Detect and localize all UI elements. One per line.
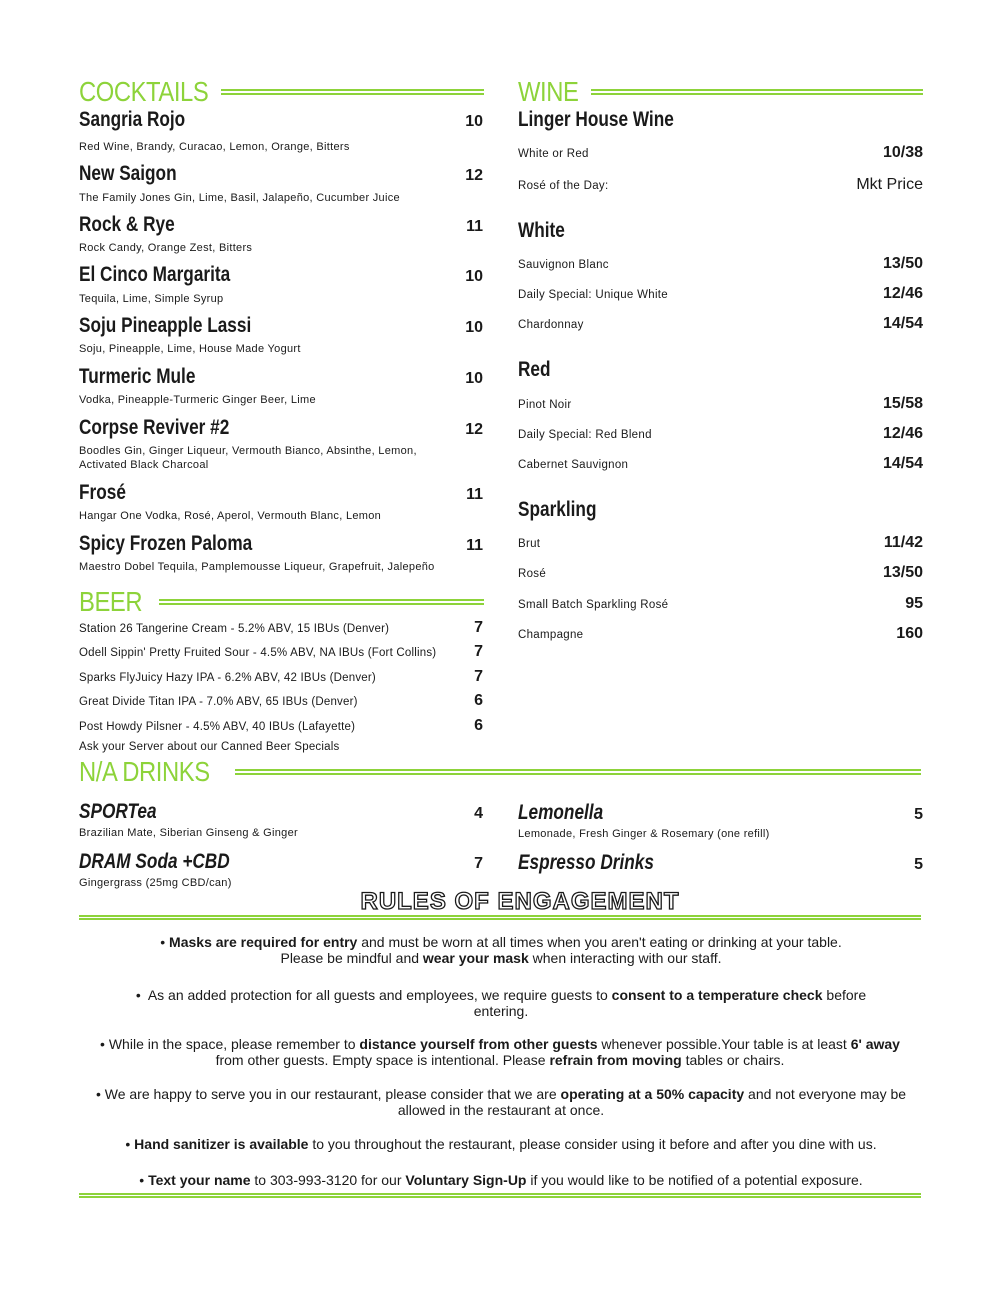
rule-masks: • Masks are required for entry and must be worn at all times when you aren't eating or drinking at your table. Please be mindful and wear your mask when interacting with our staff. bbox=[160, 934, 842, 966]
rule-text: Please be mindful and bbox=[280, 950, 423, 966]
rules-bottom-divider bbox=[79, 1193, 921, 1198]
rule-signup: • Text your name to 303-993-3120 for our Voluntary Sign-Up if you would like to be notified of a potential exposure. bbox=[139, 1172, 863, 1188]
cocktails-divider bbox=[221, 89, 484, 95]
cocktail-price: 12 bbox=[465, 421, 483, 438]
rule-text: and not everyone may be allowed in the restaurant at once. bbox=[397, 1086, 907, 1118]
wine-name: Brut bbox=[518, 538, 541, 550]
beer-item bbox=[79, 692, 483, 710]
cocktail-name: Sangria Rojo bbox=[79, 108, 186, 131]
wine-price: 10/38 bbox=[882, 144, 923, 161]
rule-bold: 6' away bbox=[850, 1036, 900, 1052]
cocktail-item bbox=[79, 416, 483, 440]
rule-distance: • While in the space, please remember to distance yourself from other guests whenever possible.Your table is at least 6' away from other guests. Empty space is intentional. Please refrain from moving tables or chairs. bbox=[100, 1036, 900, 1068]
wine-header bbox=[518, 76, 923, 108]
wine-price: 95 bbox=[905, 595, 923, 612]
wine-name: Rosé of the Day: bbox=[518, 180, 609, 192]
beer-price: 6 bbox=[474, 692, 483, 709]
cocktail-price: 12 bbox=[465, 167, 483, 184]
cocktail-item bbox=[79, 213, 483, 237]
rules-title: RULES OF ENGAGEMENT bbox=[360, 888, 680, 915]
na-price: 5 bbox=[914, 856, 923, 873]
na-item bbox=[79, 850, 483, 874]
wine-item bbox=[518, 315, 923, 333]
cocktail-price: 10 bbox=[465, 113, 483, 130]
rule-text: if you would like to be notified of a potential exposure. bbox=[526, 1172, 863, 1188]
na-desc: Gingergrass (25mg CBD/can) bbox=[79, 877, 232, 889]
rule-bold: Text your name bbox=[148, 1172, 251, 1188]
beer-price: 6 bbox=[474, 717, 483, 734]
wine-price: Mkt Price bbox=[856, 176, 923, 193]
cocktails-header bbox=[79, 76, 484, 108]
wine-item bbox=[518, 144, 923, 162]
cocktail-price: 11 bbox=[466, 218, 483, 235]
cocktail-desc: Vodka, Pineapple-Turmeric Ginger Beer, Lime bbox=[79, 394, 316, 406]
rule-bold: Voluntary Sign-Up bbox=[405, 1172, 527, 1188]
cocktail-name: Frosé bbox=[79, 481, 126, 504]
wine-price: 14/54 bbox=[882, 315, 923, 332]
cocktail-desc: The Family Jones Gin, Lime, Basil, Jalapeño, Cucumber Juice bbox=[79, 192, 400, 204]
beer-name: Odell Sippin' Pretty Fruited Sour - 4.5% ABV, NA IBUs (Fort Collins) bbox=[79, 647, 437, 659]
wine-price: 12/46 bbox=[882, 425, 923, 442]
rule-text: While in the space, please remember to bbox=[108, 1036, 360, 1052]
rule-text: to you throughout the restaurant, please consider using it before and after you dine with us. bbox=[308, 1136, 877, 1152]
rule-text: when interacting with our staff. bbox=[528, 950, 722, 966]
wine-item bbox=[518, 455, 923, 473]
wine-name: Small Batch Sparkling Rosé bbox=[518, 599, 669, 611]
wine-price: 11/42 bbox=[883, 534, 923, 551]
na-name: Espresso Drinks bbox=[518, 851, 654, 874]
na-drinks-title: N/A DRINKS bbox=[79, 756, 210, 787]
cocktail-name: New Saigon bbox=[79, 162, 177, 185]
cocktail-price: 11 bbox=[466, 486, 483, 503]
cocktail-price: 10 bbox=[465, 268, 483, 285]
beer-item bbox=[79, 619, 483, 637]
na-price: 7 bbox=[474, 855, 483, 872]
beer-divider bbox=[159, 599, 484, 605]
rule-bold: refrain from moving bbox=[549, 1052, 682, 1068]
cocktail-name: Corpse Reviver #2 bbox=[79, 416, 230, 439]
beer-name: Post Howdy Pilsner - 4.5% ABV, 40 IBUs (Lafayette) bbox=[79, 721, 356, 733]
wine-subhead-white: White bbox=[518, 219, 565, 242]
wine-item bbox=[518, 176, 923, 194]
wine-name: Champagne bbox=[518, 629, 584, 641]
na-desc: Brazilian Mate, Siberian Ginseng & Ginger bbox=[79, 827, 298, 839]
cocktail-desc: Soju, Pineapple, Lime, House Made Yogurt bbox=[79, 343, 301, 355]
rule-bold: distance yourself from other guests bbox=[359, 1036, 598, 1052]
wine-price: 13/50 bbox=[882, 564, 923, 581]
wine-item bbox=[518, 564, 923, 582]
wine-name: Chardonnay bbox=[518, 319, 584, 331]
wine-price: 13/50 bbox=[882, 255, 923, 272]
wine-price: 14/54 bbox=[882, 455, 923, 472]
cocktails-title: COCKTAILS bbox=[79, 76, 209, 107]
beer-item bbox=[79, 717, 483, 735]
wine-price: 15/58 bbox=[882, 395, 923, 412]
cocktail-desc: Red Wine, Brandy, Curacao, Lemon, Orange, Bitters bbox=[79, 141, 350, 153]
wine-subhead-sparkling: Sparkling bbox=[518, 498, 597, 521]
wine-price: 160 bbox=[896, 625, 923, 642]
cocktail-price: 11 bbox=[466, 537, 483, 554]
na-price: 4 bbox=[474, 805, 483, 822]
na-desc: Lemonade, Fresh Ginger & Rosemary (one refill) bbox=[518, 828, 770, 840]
rule-bold: operating at a 50% capacity bbox=[560, 1086, 745, 1102]
cocktail-price: 10 bbox=[465, 319, 483, 336]
na-item bbox=[518, 801, 923, 825]
beer-name: Great Divide Titan IPA - 7.0% ABV, 65 IBUs (Denver) bbox=[79, 696, 358, 708]
wine-name: Pinot Noir bbox=[518, 399, 572, 411]
wine-price: 12/46 bbox=[882, 285, 923, 302]
na-item bbox=[518, 851, 923, 875]
cocktail-item bbox=[79, 365, 483, 389]
wine-item bbox=[518, 395, 923, 413]
rule-text: whenever possible.Your table is at least bbox=[597, 1036, 851, 1052]
cocktail-desc: Maestro Dobel Tequila, Pamplemousse Liqueur, Grapefruit, Jalepeño bbox=[79, 561, 435, 573]
rule-bold: Hand sanitizer is available bbox=[134, 1136, 309, 1152]
wine-item bbox=[518, 534, 923, 552]
wine-item bbox=[518, 425, 923, 443]
cocktail-item bbox=[79, 481, 483, 505]
wine-item bbox=[518, 595, 923, 613]
wine-item bbox=[518, 255, 923, 273]
cocktail-name: Rock & Rye bbox=[79, 213, 175, 236]
cocktail-desc: Boodles Gin, Ginger Liqueur, Vermouth Bianco, Absinthe, Lemon, Activated Black Charcoal bbox=[79, 445, 417, 471]
rule-bold: Masks are required for entry bbox=[169, 934, 358, 950]
na-price: 5 bbox=[914, 806, 923, 823]
wine-name: Rosé bbox=[518, 568, 547, 580]
cocktail-name: Spicy Frozen Paloma bbox=[79, 532, 253, 555]
wine-name: White or Red bbox=[518, 148, 589, 160]
cocktail-item bbox=[79, 162, 483, 186]
cocktail-desc: Tequila, Lime, Simple Syrup bbox=[79, 293, 224, 305]
cocktail-name: El Cinco Margarita bbox=[79, 263, 231, 286]
na-drinks-header bbox=[79, 756, 921, 788]
beer-note: Ask your Server about our Canned Beer Specials bbox=[79, 741, 340, 753]
cocktail-item bbox=[79, 532, 483, 556]
cocktail-desc: Rock Candy, Orange Zest, Bitters bbox=[79, 242, 253, 254]
cocktail-item bbox=[79, 263, 483, 287]
rule-text: from other guests. Empty space is intentional. Please bbox=[215, 1052, 550, 1068]
beer-price: 7 bbox=[474, 643, 483, 660]
beer-name: Station 26 Tangerine Cream - 5.2% ABV, 15 IBUs (Denver) bbox=[79, 623, 390, 635]
beer-name: Sparks FlyJuicy Hazy IPA - 6.2% ABV, 42 IBUs (Denver) bbox=[79, 672, 376, 684]
rule-text: We are happy to serve you in our restaurant, please consider that we are bbox=[104, 1086, 561, 1102]
wine-divider bbox=[591, 89, 923, 95]
cocktail-item bbox=[79, 108, 483, 132]
rule-capacity: • We are happy to serve you in our restaurant, please consider that we are operating at a 50% capacity and not everyone may be allowed in the restaurant at once. bbox=[95, 1086, 907, 1118]
wine-name: Daily Special: Unique White bbox=[518, 289, 668, 301]
rule-text: to 303-993-3120 for our bbox=[250, 1172, 406, 1188]
beer-price: 7 bbox=[474, 619, 483, 636]
rule-bold: consent to a temperature check bbox=[611, 987, 823, 1003]
rules-top-divider bbox=[79, 915, 921, 920]
wine-item bbox=[518, 625, 923, 643]
rule-sanitizer: • Hand sanitizer is available to you throughout the restaurant, please consider using it before and after you dine with us. bbox=[125, 1136, 877, 1152]
rule-temperature: • As an added protection for all guests and employees, we require guests to consent to a temperature check before entering. bbox=[135, 987, 867, 1019]
wine-name: Cabernet Sauvignon bbox=[518, 459, 629, 471]
rule-text: before entering. bbox=[473, 987, 867, 1019]
beer-item bbox=[79, 668, 483, 686]
rule-text: and must be worn at all times when you aren't eating or drinking at your table. bbox=[357, 934, 842, 950]
cocktail-name: Turmeric Mule bbox=[79, 365, 196, 388]
cocktail-name: Soju Pineapple Lassi bbox=[79, 314, 252, 337]
beer-header bbox=[79, 586, 484, 618]
wine-subhead-house: Linger House Wine bbox=[518, 108, 674, 131]
wine-name: Daily Special: Red Blend bbox=[518, 429, 652, 441]
beer-price: 7 bbox=[474, 668, 483, 685]
wine-name: Sauvignon Blanc bbox=[518, 259, 609, 271]
na-item bbox=[79, 800, 483, 824]
rule-bold: wear your mask bbox=[422, 950, 529, 966]
wine-subhead-red: Red bbox=[518, 358, 551, 381]
na-name: DRAM Soda +CBD bbox=[79, 850, 230, 873]
cocktail-desc: Hangar One Vodka, Rosé, Aperol, Vermouth Blanc, Lemon bbox=[79, 510, 382, 522]
rule-text: tables or chairs. bbox=[681, 1052, 785, 1068]
cocktail-item bbox=[79, 314, 483, 338]
cocktail-price: 10 bbox=[465, 370, 483, 387]
wine-item bbox=[518, 285, 923, 303]
na-name: SPORTea bbox=[79, 800, 157, 823]
rule-text: As an added protection for all guests and employees, we require guests to bbox=[147, 987, 612, 1003]
wine-title: WINE bbox=[518, 76, 579, 107]
beer-item bbox=[79, 643, 483, 661]
na-name: Lemonella bbox=[518, 801, 604, 824]
beer-title: BEER bbox=[79, 586, 143, 617]
na-drinks-divider bbox=[235, 769, 921, 775]
